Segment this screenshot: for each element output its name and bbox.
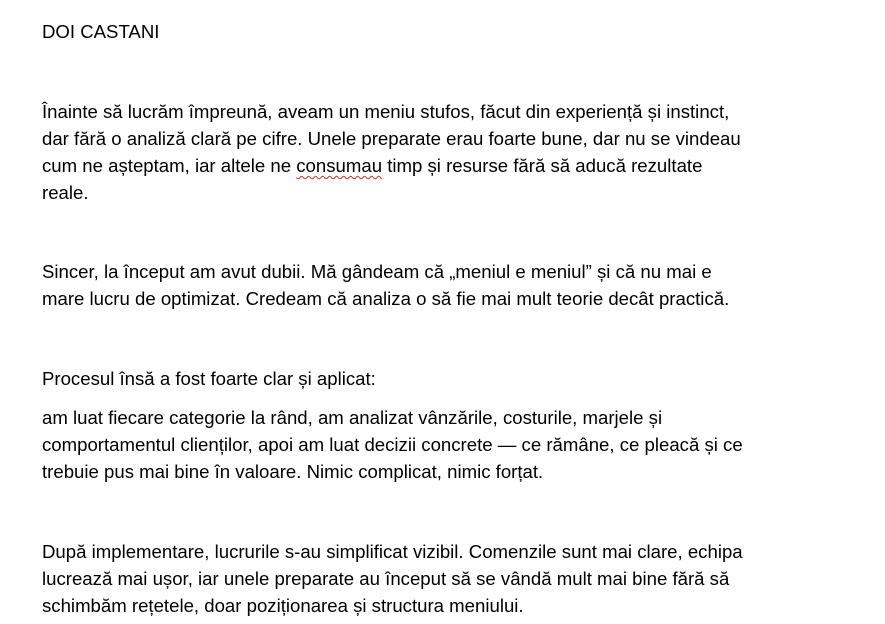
misspelled-word[interactable]: consumau <box>296 155 383 176</box>
paragraph-1-line-3-start: cum ne așteptam, iar altele ne <box>42 155 297 176</box>
paragraph-5-line-3: schimbăm rețetele, doar poziționarea și structura meniului. <box>42 595 524 616</box>
paragraph-1-line-1: Înainte să lucrăm împreună, aveam un meniu stufos, făcut din experiență și instinct, <box>42 101 730 122</box>
paragraph-1-line-3 <box>42 152 702 179</box>
paragraph-2-line-2: mare lucru de optimizat. Credeam că analiza o să fie mai mult teorie decât practică. <box>42 288 730 309</box>
paragraph-1-line-4: reale. <box>42 182 89 203</box>
paragraph-4-line-1: am luat fiecare categorie la rând, am analizat vânzările, costurile, marjele și <box>42 407 663 428</box>
paragraph-1-line-3-end: timp și resurse fără să aducă rezultate <box>382 155 703 176</box>
paragraph-1-line-2: dar fără o analiză clară pe cifre. Unele preparate erau foarte bune, dar nu se vindeau <box>42 128 741 149</box>
paragraph-5-line-1: După implementare, lucrurile s-au simplificat vizibil. Comenzile sunt mai clare, echipa <box>42 541 743 562</box>
paragraph-5-line-2: lucrează mai ușor, iar unele preparate au început să se vândă mult mai bine fără să <box>42 568 730 589</box>
paragraph-3-line-1: Procesul însă a fost foarte clar și aplicat: <box>42 368 376 389</box>
document-title: DOI CASTANI <box>42 21 160 42</box>
paragraph-4-line-3: trebuie pus mai bine în valoare. Nimic complicat, nimic forțat. <box>42 461 544 482</box>
paragraph-4-line-2: comportamentul clienților, apoi am luat decizii concrete — ce rămâne, ce pleacă și ce <box>42 434 743 455</box>
paragraph-2-line-1: Sincer, la început am avut dubii. Mă gândeam că „meniul e meniul” și că nu mai e <box>42 261 712 282</box>
